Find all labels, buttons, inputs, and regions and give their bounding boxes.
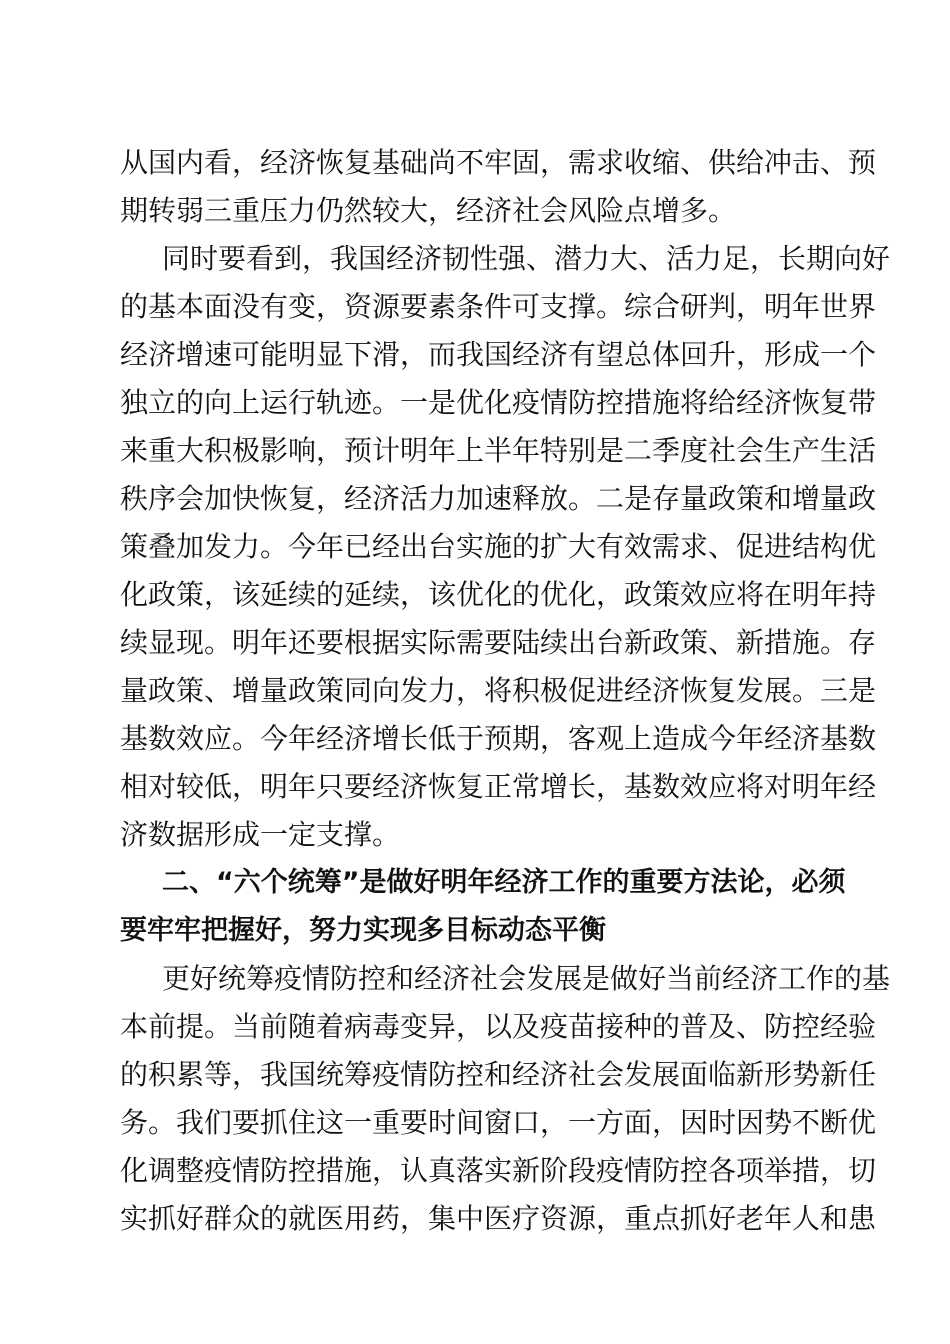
paragraph-economic-resilience (120, 235, 891, 859)
text-line: 期转弱三重压力仍然较大，经济社会风险点增多。 (120, 194, 737, 227)
text-line: 经济增速可能明显下滑，而我国经济有望总体回升，形成一个 (120, 338, 877, 371)
heading-line: 要牢牢把握好，努力实现多目标动态平衡 (120, 915, 606, 946)
text-line: 来重大积极影响，预计明年上半年特别是二季度社会生产生活 (120, 434, 877, 467)
text-line: 同时要看到，我国经济韧性强、潜力大、活力足，长期向好 (162, 242, 891, 275)
text-line: 更好统筹疫情防控和经济社会发展是做好当前经济工作的基 (162, 962, 891, 995)
section-heading-two (120, 859, 846, 955)
text-line: 相对较低，明年只要经济恢复正常增长，基数效应将对明年经 (120, 770, 877, 803)
text-line: 本前提。当前随着病毒变异，以及疫苗接种的普及、防控经验 (120, 1010, 877, 1043)
text-line: 的基本面没有变，资源要素条件可支撑。综合研判，明年世界 (120, 290, 877, 323)
paragraph-domestic-outlook (120, 139, 877, 235)
text-line: 独立的向上运行轨迹。一是优化疫情防控措施将给经济恢复带 (120, 386, 877, 419)
text-line: 基数效应。今年经济增长低于预期，客观上造成今年经济基数 (120, 722, 877, 755)
heading-line: 二、“六个统筹”是做好明年经济工作的重要方法论，必须 (162, 867, 846, 898)
text-line: 量政策、增量政策同向发力，将积极促进经济恢复发展。三是 (120, 674, 877, 707)
text-line: 化政策，该延续的延续，该优化的优化，政策效应将在明年持 (120, 578, 877, 611)
text-line: 化调整疫情防控措施，认真落实新阶段疫情防控各项举措，切 (120, 1154, 877, 1187)
text-line: 续显现。明年还要根据实际需要陆续出台新政策、新措施。存 (120, 626, 877, 659)
document-body (120, 139, 891, 1243)
paragraph-epidemic-coordination (120, 955, 891, 1243)
text-line: 济数据形成一定支撑。 (120, 818, 401, 851)
text-line: 从国内看，经济恢复基础尚不牢固，需求收缩、供给冲击、预 (120, 146, 877, 179)
text-line: 务。我们要抓住这一重要时间窗口，一方面，因时因势不断优 (120, 1106, 877, 1139)
text-line: 实抓好群众的就医用药，集中医疗资源，重点抓好老年人和患 (120, 1202, 877, 1235)
text-line: 秩序会加快恢复，经济活力加速释放。二是存量政策和增量政 (120, 482, 877, 515)
text-line: 的积累等，我国统筹疫情防控和经济社会发展面临新形势新任 (120, 1058, 877, 1091)
text-line: 策叠加发力。今年已经出台实施的扩大有效需求、促进结构优 (120, 530, 877, 563)
